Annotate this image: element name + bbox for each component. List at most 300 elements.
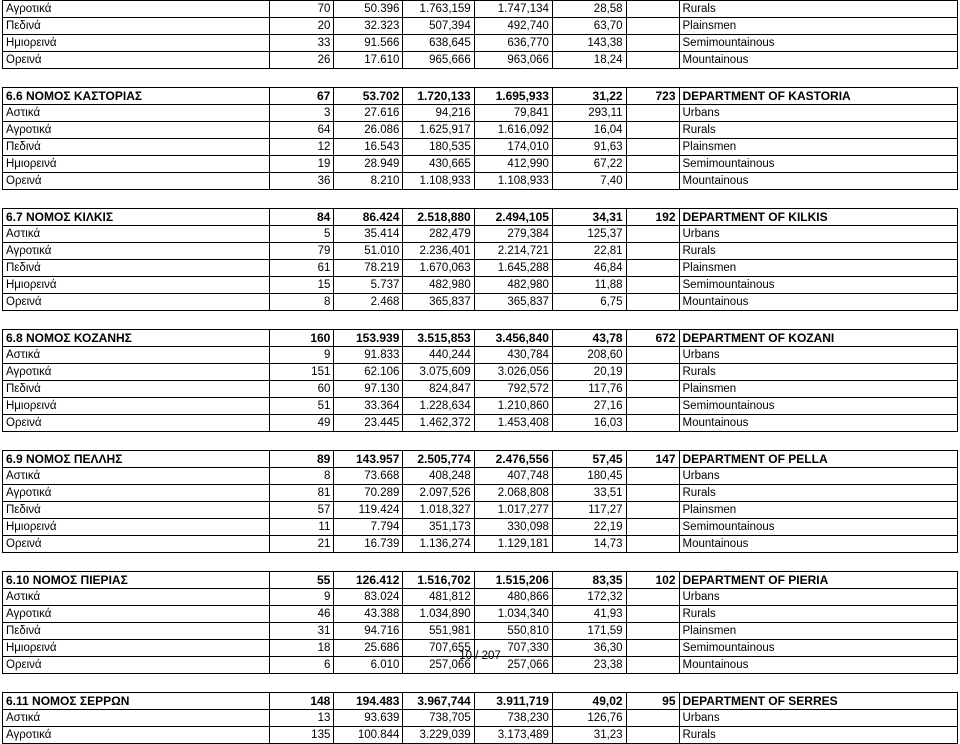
population-cell: 16.543 — [334, 139, 403, 156]
code-cell — [626, 536, 679, 553]
density-cell: 16,03 — [552, 415, 626, 432]
area-name-cell: Πεδινά — [3, 260, 270, 277]
code-cell — [626, 260, 679, 277]
section-header-row — [3, 209, 958, 226]
area-name-en-cell: Rurals — [679, 727, 958, 744]
table-row — [3, 277, 958, 294]
settlement-count-cell: 12 — [269, 139, 333, 156]
table-row — [3, 226, 958, 243]
density-cell: 49,02 — [552, 693, 626, 710]
table-row — [3, 139, 958, 156]
density-cell: 7,40 — [552, 173, 626, 190]
settlement-count-cell: 89 — [269, 451, 333, 468]
area-total-cell: 1.670,063 — [403, 260, 474, 277]
population-cell: 16.739 — [334, 536, 403, 553]
table-row — [3, 710, 958, 727]
table-row — [3, 502, 958, 519]
area-total-cell: 1.018,327 — [403, 502, 474, 519]
density-cell: 171,59 — [552, 623, 626, 640]
population-cell: 43.388 — [334, 606, 403, 623]
settlement-count-cell: 51 — [269, 398, 333, 415]
table-body — [3, 1, 958, 744]
density-cell: 83,35 — [552, 572, 626, 589]
settlement-count-cell: 5 — [269, 226, 333, 243]
density-cell: 22,19 — [552, 519, 626, 536]
density-cell: 46,84 — [552, 260, 626, 277]
code-cell — [626, 398, 679, 415]
area-name-cell: Αγροτικά — [3, 122, 270, 139]
area-land-cell: 1.017,277 — [474, 502, 552, 519]
area-name-cell: Αγροτικά — [3, 727, 270, 744]
area-name-en-cell: Urbans — [679, 710, 958, 727]
code-cell — [626, 156, 679, 173]
settlement-count-cell: 160 — [269, 330, 333, 347]
table-row — [3, 364, 958, 381]
table-row — [3, 18, 958, 35]
area-total-cell: 507,394 — [403, 18, 474, 35]
area-name-cell: 6.6 ΝΟΜΟΣ ΚΑΣΤΟΡΙΑΣ — [3, 88, 270, 105]
section-spacer — [3, 69, 958, 88]
area-name-cell: Ορεινά — [3, 415, 270, 432]
settlement-count-cell: 11 — [269, 519, 333, 536]
population-cell: 7.794 — [334, 519, 403, 536]
area-land-cell: 1.108,933 — [474, 173, 552, 190]
area-name-en-cell: Semimountainous — [679, 35, 958, 52]
settlement-count-cell: 70 — [269, 1, 333, 18]
code-cell — [626, 710, 679, 727]
area-total-cell: 824,847 — [403, 381, 474, 398]
settlement-count-cell: 46 — [269, 606, 333, 623]
table-row — [3, 1, 958, 18]
code-cell: 147 — [626, 451, 679, 468]
table-row — [3, 536, 958, 553]
section-header-row — [3, 330, 958, 347]
area-land-cell: 279,384 — [474, 226, 552, 243]
population-cell: 2.468 — [334, 294, 403, 311]
area-name-en-cell: Plainsmen — [679, 381, 958, 398]
settlement-count-cell: 13 — [269, 710, 333, 727]
population-cell: 35.414 — [334, 226, 403, 243]
area-name-en-cell: Plainsmen — [679, 18, 958, 35]
area-name-en-cell: DEPARTMENT OF PELLA — [679, 451, 958, 468]
spacer-cell — [3, 311, 958, 330]
settlement-count-cell: 61 — [269, 260, 333, 277]
area-total-cell: 365,837 — [403, 294, 474, 311]
density-cell: 16,04 — [552, 122, 626, 139]
settlement-count-cell: 8 — [269, 468, 333, 485]
population-cell: 94.716 — [334, 623, 403, 640]
area-total-cell: 351,173 — [403, 519, 474, 536]
settlement-count-cell: 9 — [269, 589, 333, 606]
population-cell: 78.219 — [334, 260, 403, 277]
area-total-cell: 738,705 — [403, 710, 474, 727]
code-cell: 102 — [626, 572, 679, 589]
table-row — [3, 381, 958, 398]
area-land-cell: 636,770 — [474, 35, 552, 52]
settlement-count-cell: 15 — [269, 277, 333, 294]
code-cell — [626, 381, 679, 398]
area-total-cell: 3.075,609 — [403, 364, 474, 381]
settlement-count-cell: 18 — [269, 640, 333, 657]
area-name-en-cell: Plainsmen — [679, 139, 958, 156]
area-land-cell: 738,230 — [474, 710, 552, 727]
table-row — [3, 347, 958, 364]
area-total-cell: 1.228,634 — [403, 398, 474, 415]
settlement-count-cell: 36 — [269, 173, 333, 190]
density-cell: 57,45 — [552, 451, 626, 468]
code-cell — [626, 519, 679, 536]
density-cell: 22,81 — [552, 243, 626, 260]
area-land-cell: 3.173,489 — [474, 727, 552, 744]
population-cell: 62.106 — [334, 364, 403, 381]
population-cell: 153.939 — [334, 330, 403, 347]
section-spacer — [3, 553, 958, 572]
table-row — [3, 122, 958, 139]
density-cell: 180,45 — [552, 468, 626, 485]
population-cell: 51.010 — [334, 243, 403, 260]
population-cell: 17.610 — [334, 52, 403, 69]
table-row — [3, 243, 958, 260]
section-spacer — [3, 311, 958, 330]
table-row — [3, 623, 958, 640]
area-land-cell: 1.747,134 — [474, 1, 552, 18]
area-land-cell: 79,841 — [474, 105, 552, 122]
area-land-cell: 1.695,933 — [474, 88, 552, 105]
settlement-count-cell: 3 — [269, 105, 333, 122]
area-name-en-cell: Plainsmen — [679, 260, 958, 277]
area-name-cell: Αγροτικά — [3, 606, 270, 623]
area-name-en-cell: Mountainous — [679, 536, 958, 553]
area-name-cell: Αστικά — [3, 710, 270, 727]
settlement-count-cell: 57 — [269, 502, 333, 519]
area-total-cell: 282,479 — [403, 226, 474, 243]
population-cell: 32.323 — [334, 18, 403, 35]
density-cell: 172,32 — [552, 589, 626, 606]
area-name-en-cell: Mountainous — [679, 294, 958, 311]
code-cell — [626, 243, 679, 260]
area-name-cell: 6.8 ΝΟΜΟΣ ΚΟΖΑΝΗΣ — [3, 330, 270, 347]
population-cell: 83.024 — [334, 589, 403, 606]
code-cell — [626, 606, 679, 623]
settlement-count-cell: 33 — [269, 35, 333, 52]
population-cell: 25.686 — [334, 640, 403, 657]
density-cell: 34,31 — [552, 209, 626, 226]
density-cell: 11,88 — [552, 277, 626, 294]
area-name-cell: Αστικά — [3, 347, 270, 364]
area-name-en-cell: Semimountainous — [679, 156, 958, 173]
settlement-count-cell: 64 — [269, 122, 333, 139]
density-cell: 117,27 — [552, 502, 626, 519]
code-cell — [626, 294, 679, 311]
area-total-cell: 1.108,933 — [403, 173, 474, 190]
area-name-cell: 6.7 ΝΟΜΟΣ ΚΙΛΚΙΣ — [3, 209, 270, 226]
area-name-cell: Ημιορεινά — [3, 519, 270, 536]
code-cell — [626, 35, 679, 52]
area-name-en-cell: Urbans — [679, 347, 958, 364]
area-total-cell: 551,981 — [403, 623, 474, 640]
area-land-cell: 2.476,556 — [474, 451, 552, 468]
area-name-cell: Αστικά — [3, 105, 270, 122]
population-cell: 91.566 — [334, 35, 403, 52]
population-cell: 27.616 — [334, 105, 403, 122]
area-total-cell: 965,666 — [403, 52, 474, 69]
density-cell: 41,93 — [552, 606, 626, 623]
table-row — [3, 52, 958, 69]
section-spacer — [3, 190, 958, 209]
area-total-cell: 3.229,039 — [403, 727, 474, 744]
code-cell: 192 — [626, 209, 679, 226]
table-row — [3, 398, 958, 415]
area-total-cell: 1.034,890 — [403, 606, 474, 623]
code-cell — [626, 415, 679, 432]
spacer-cell — [3, 190, 958, 209]
settlement-count-cell: 81 — [269, 485, 333, 502]
area-total-cell: 94,216 — [403, 105, 474, 122]
area-name-cell: Αστικά — [3, 468, 270, 485]
area-name-en-cell: Rurals — [679, 485, 958, 502]
area-land-cell: 2.494,105 — [474, 209, 552, 226]
table-row — [3, 519, 958, 536]
code-cell — [626, 173, 679, 190]
table-row — [3, 606, 958, 623]
code-cell — [626, 52, 679, 69]
population-cell: 91.833 — [334, 347, 403, 364]
code-cell — [626, 485, 679, 502]
settlement-count-cell: 26 — [269, 52, 333, 69]
code-cell — [626, 727, 679, 744]
code-cell — [626, 226, 679, 243]
area-name-en-cell: Semimountainous — [679, 277, 958, 294]
area-land-cell: 482,980 — [474, 277, 552, 294]
population-cell: 73.668 — [334, 468, 403, 485]
table-row — [3, 485, 958, 502]
code-cell — [626, 468, 679, 485]
population-cell: 194.483 — [334, 693, 403, 710]
settlement-count-cell: 8 — [269, 294, 333, 311]
area-name-en-cell: DEPARTMENT OF SERRES — [679, 693, 958, 710]
code-cell — [626, 1, 679, 18]
area-land-cell: 257,066 — [474, 657, 552, 674]
area-name-cell: Ορεινά — [3, 294, 270, 311]
area-name-cell: Ημιορεινά — [3, 35, 270, 52]
area-name-en-cell: Rurals — [679, 1, 958, 18]
code-cell: 723 — [626, 88, 679, 105]
statistics-table — [2, 0, 958, 744]
density-cell: 126,76 — [552, 710, 626, 727]
area-total-cell: 638,645 — [403, 35, 474, 52]
area-total-cell: 481,812 — [403, 589, 474, 606]
area-land-cell: 330,098 — [474, 519, 552, 536]
table-row — [3, 173, 958, 190]
spacer-cell — [3, 69, 958, 88]
area-name-cell: Πεδινά — [3, 139, 270, 156]
settlement-count-cell: 60 — [269, 381, 333, 398]
page-number: 10 / 207 — [459, 650, 501, 662]
area-name-cell: Ορεινά — [3, 52, 270, 69]
density-cell: 117,76 — [552, 381, 626, 398]
area-total-cell: 3.515,853 — [403, 330, 474, 347]
population-cell: 119.424 — [334, 502, 403, 519]
area-name-cell: Ορεινά — [3, 173, 270, 190]
area-total-cell: 1.136,274 — [403, 536, 474, 553]
population-cell: 23.445 — [334, 415, 403, 432]
density-cell: 293,11 — [552, 105, 626, 122]
density-cell: 43,78 — [552, 330, 626, 347]
population-cell: 97.130 — [334, 381, 403, 398]
area-name-en-cell: Rurals — [679, 243, 958, 260]
density-cell: 31,23 — [552, 727, 626, 744]
settlement-count-cell: 20 — [269, 18, 333, 35]
area-land-cell: 174,010 — [474, 139, 552, 156]
settlement-count-cell: 84 — [269, 209, 333, 226]
area-land-cell: 430,784 — [474, 347, 552, 364]
code-cell — [626, 105, 679, 122]
density-cell: 36,30 — [552, 640, 626, 657]
population-cell: 100.844 — [334, 727, 403, 744]
area-name-en-cell: Rurals — [679, 606, 958, 623]
area-total-cell: 257,066 — [403, 657, 474, 674]
density-cell: 28,58 — [552, 1, 626, 18]
settlement-count-cell: 148 — [269, 693, 333, 710]
settlement-count-cell: 9 — [269, 347, 333, 364]
area-land-cell: 707,330 — [474, 640, 552, 657]
area-total-cell: 408,248 — [403, 468, 474, 485]
area-name-cell: Αγροτικά — [3, 243, 270, 260]
settlement-count-cell: 21 — [269, 536, 333, 553]
area-name-en-cell: Plainsmen — [679, 623, 958, 640]
area-land-cell: 407,748 — [474, 468, 552, 485]
density-cell: 20,19 — [552, 364, 626, 381]
area-total-cell: 1.462,372 — [403, 415, 474, 432]
code-cell — [626, 139, 679, 156]
area-name-en-cell: Mountainous — [679, 173, 958, 190]
density-cell: 67,22 — [552, 156, 626, 173]
area-name-cell: Ημιορεινά — [3, 277, 270, 294]
area-land-cell: 1.616,092 — [474, 122, 552, 139]
area-name-en-cell: Urbans — [679, 105, 958, 122]
area-total-cell: 2.236,401 — [403, 243, 474, 260]
area-name-cell: Ορεινά — [3, 657, 270, 674]
table-row — [3, 727, 958, 744]
section-header-row — [3, 88, 958, 105]
area-land-cell: 2.214,721 — [474, 243, 552, 260]
area-name-cell: Αγροτικά — [3, 1, 270, 18]
population-cell: 86.424 — [334, 209, 403, 226]
settlement-count-cell: 135 — [269, 727, 333, 744]
code-cell — [626, 502, 679, 519]
code-cell — [626, 277, 679, 294]
code-cell — [626, 122, 679, 139]
area-land-cell: 1.453,408 — [474, 415, 552, 432]
area-name-en-cell: Urbans — [679, 226, 958, 243]
table-row — [3, 105, 958, 122]
area-land-cell: 412,990 — [474, 156, 552, 173]
area-total-cell: 1.625,917 — [403, 122, 474, 139]
code-cell: 95 — [626, 693, 679, 710]
table-row — [3, 260, 958, 277]
area-total-cell: 440,244 — [403, 347, 474, 364]
code-cell: 672 — [626, 330, 679, 347]
settlement-count-cell: 19 — [269, 156, 333, 173]
area-name-en-cell: Mountainous — [679, 657, 958, 674]
area-name-en-cell: Semimountainous — [679, 640, 958, 657]
area-name-en-cell: DEPARTMENT OF KILKIS — [679, 209, 958, 226]
density-cell: 63,70 — [552, 18, 626, 35]
table-row — [3, 468, 958, 485]
population-cell: 126.412 — [334, 572, 403, 589]
code-cell — [626, 18, 679, 35]
section-spacer — [3, 432, 958, 451]
area-land-cell: 1.515,206 — [474, 572, 552, 589]
area-land-cell: 480,866 — [474, 589, 552, 606]
area-name-cell: Ορεινά — [3, 536, 270, 553]
table-row — [3, 415, 958, 432]
area-name-en-cell: Plainsmen — [679, 502, 958, 519]
spacer-cell — [3, 674, 958, 693]
population-cell: 53.702 — [334, 88, 403, 105]
area-name-en-cell: Rurals — [679, 364, 958, 381]
settlement-count-cell: 67 — [269, 88, 333, 105]
section-header-row — [3, 693, 958, 710]
population-cell: 33.364 — [334, 398, 403, 415]
settlement-count-cell: 49 — [269, 415, 333, 432]
settlement-count-cell: 6 — [269, 657, 333, 674]
area-name-en-cell: DEPARTMENT OF KASTORIA — [679, 88, 958, 105]
area-land-cell: 3.456,840 — [474, 330, 552, 347]
area-name-en-cell: Rurals — [679, 122, 958, 139]
spacer-cell — [3, 432, 958, 451]
area-total-cell: 2.505,774 — [403, 451, 474, 468]
area-name-cell: Πεδινά — [3, 381, 270, 398]
population-cell: 93.639 — [334, 710, 403, 727]
area-name-cell: Ημιορεινά — [3, 156, 270, 173]
area-land-cell: 492,740 — [474, 18, 552, 35]
density-cell: 33,51 — [552, 485, 626, 502]
area-total-cell: 180,535 — [403, 139, 474, 156]
area-name-cell: Αστικά — [3, 589, 270, 606]
area-name-cell: 6.10 ΝΟΜΟΣ ΠΙΕΡΙΑΣ — [3, 572, 270, 589]
code-cell — [626, 623, 679, 640]
area-name-en-cell: Semimountainous — [679, 398, 958, 415]
population-cell: 6.010 — [334, 657, 403, 674]
area-name-cell: 6.9 ΝΟΜΟΣ ΠΕΛΛΗΣ — [3, 451, 270, 468]
area-land-cell: 963,066 — [474, 52, 552, 69]
area-land-cell: 3.911,719 — [474, 693, 552, 710]
area-name-cell: 6.11 ΝΟΜΟΣ ΣΕΡΡΩΝ — [3, 693, 270, 710]
density-cell: 27,16 — [552, 398, 626, 415]
population-cell: 70.289 — [334, 485, 403, 502]
population-cell: 8.210 — [334, 173, 403, 190]
table-row — [3, 294, 958, 311]
area-name-en-cell: DEPARTMENT OF PIERIA — [679, 572, 958, 589]
area-total-cell: 1.763,159 — [403, 1, 474, 18]
population-cell: 143.957 — [334, 451, 403, 468]
settlement-count-cell: 151 — [269, 364, 333, 381]
settlement-count-cell: 55 — [269, 572, 333, 589]
area-name-cell: Πεδινά — [3, 502, 270, 519]
table-row — [3, 589, 958, 606]
table-row — [3, 156, 958, 173]
density-cell: 91,63 — [552, 139, 626, 156]
settlement-count-cell: 79 — [269, 243, 333, 260]
area-land-cell: 1.034,340 — [474, 606, 552, 623]
density-cell: 6,75 — [552, 294, 626, 311]
density-cell: 125,37 — [552, 226, 626, 243]
code-cell — [626, 347, 679, 364]
area-land-cell: 1.645,288 — [474, 260, 552, 277]
data-table — [2, 0, 958, 744]
population-cell: 50.396 — [334, 1, 403, 18]
